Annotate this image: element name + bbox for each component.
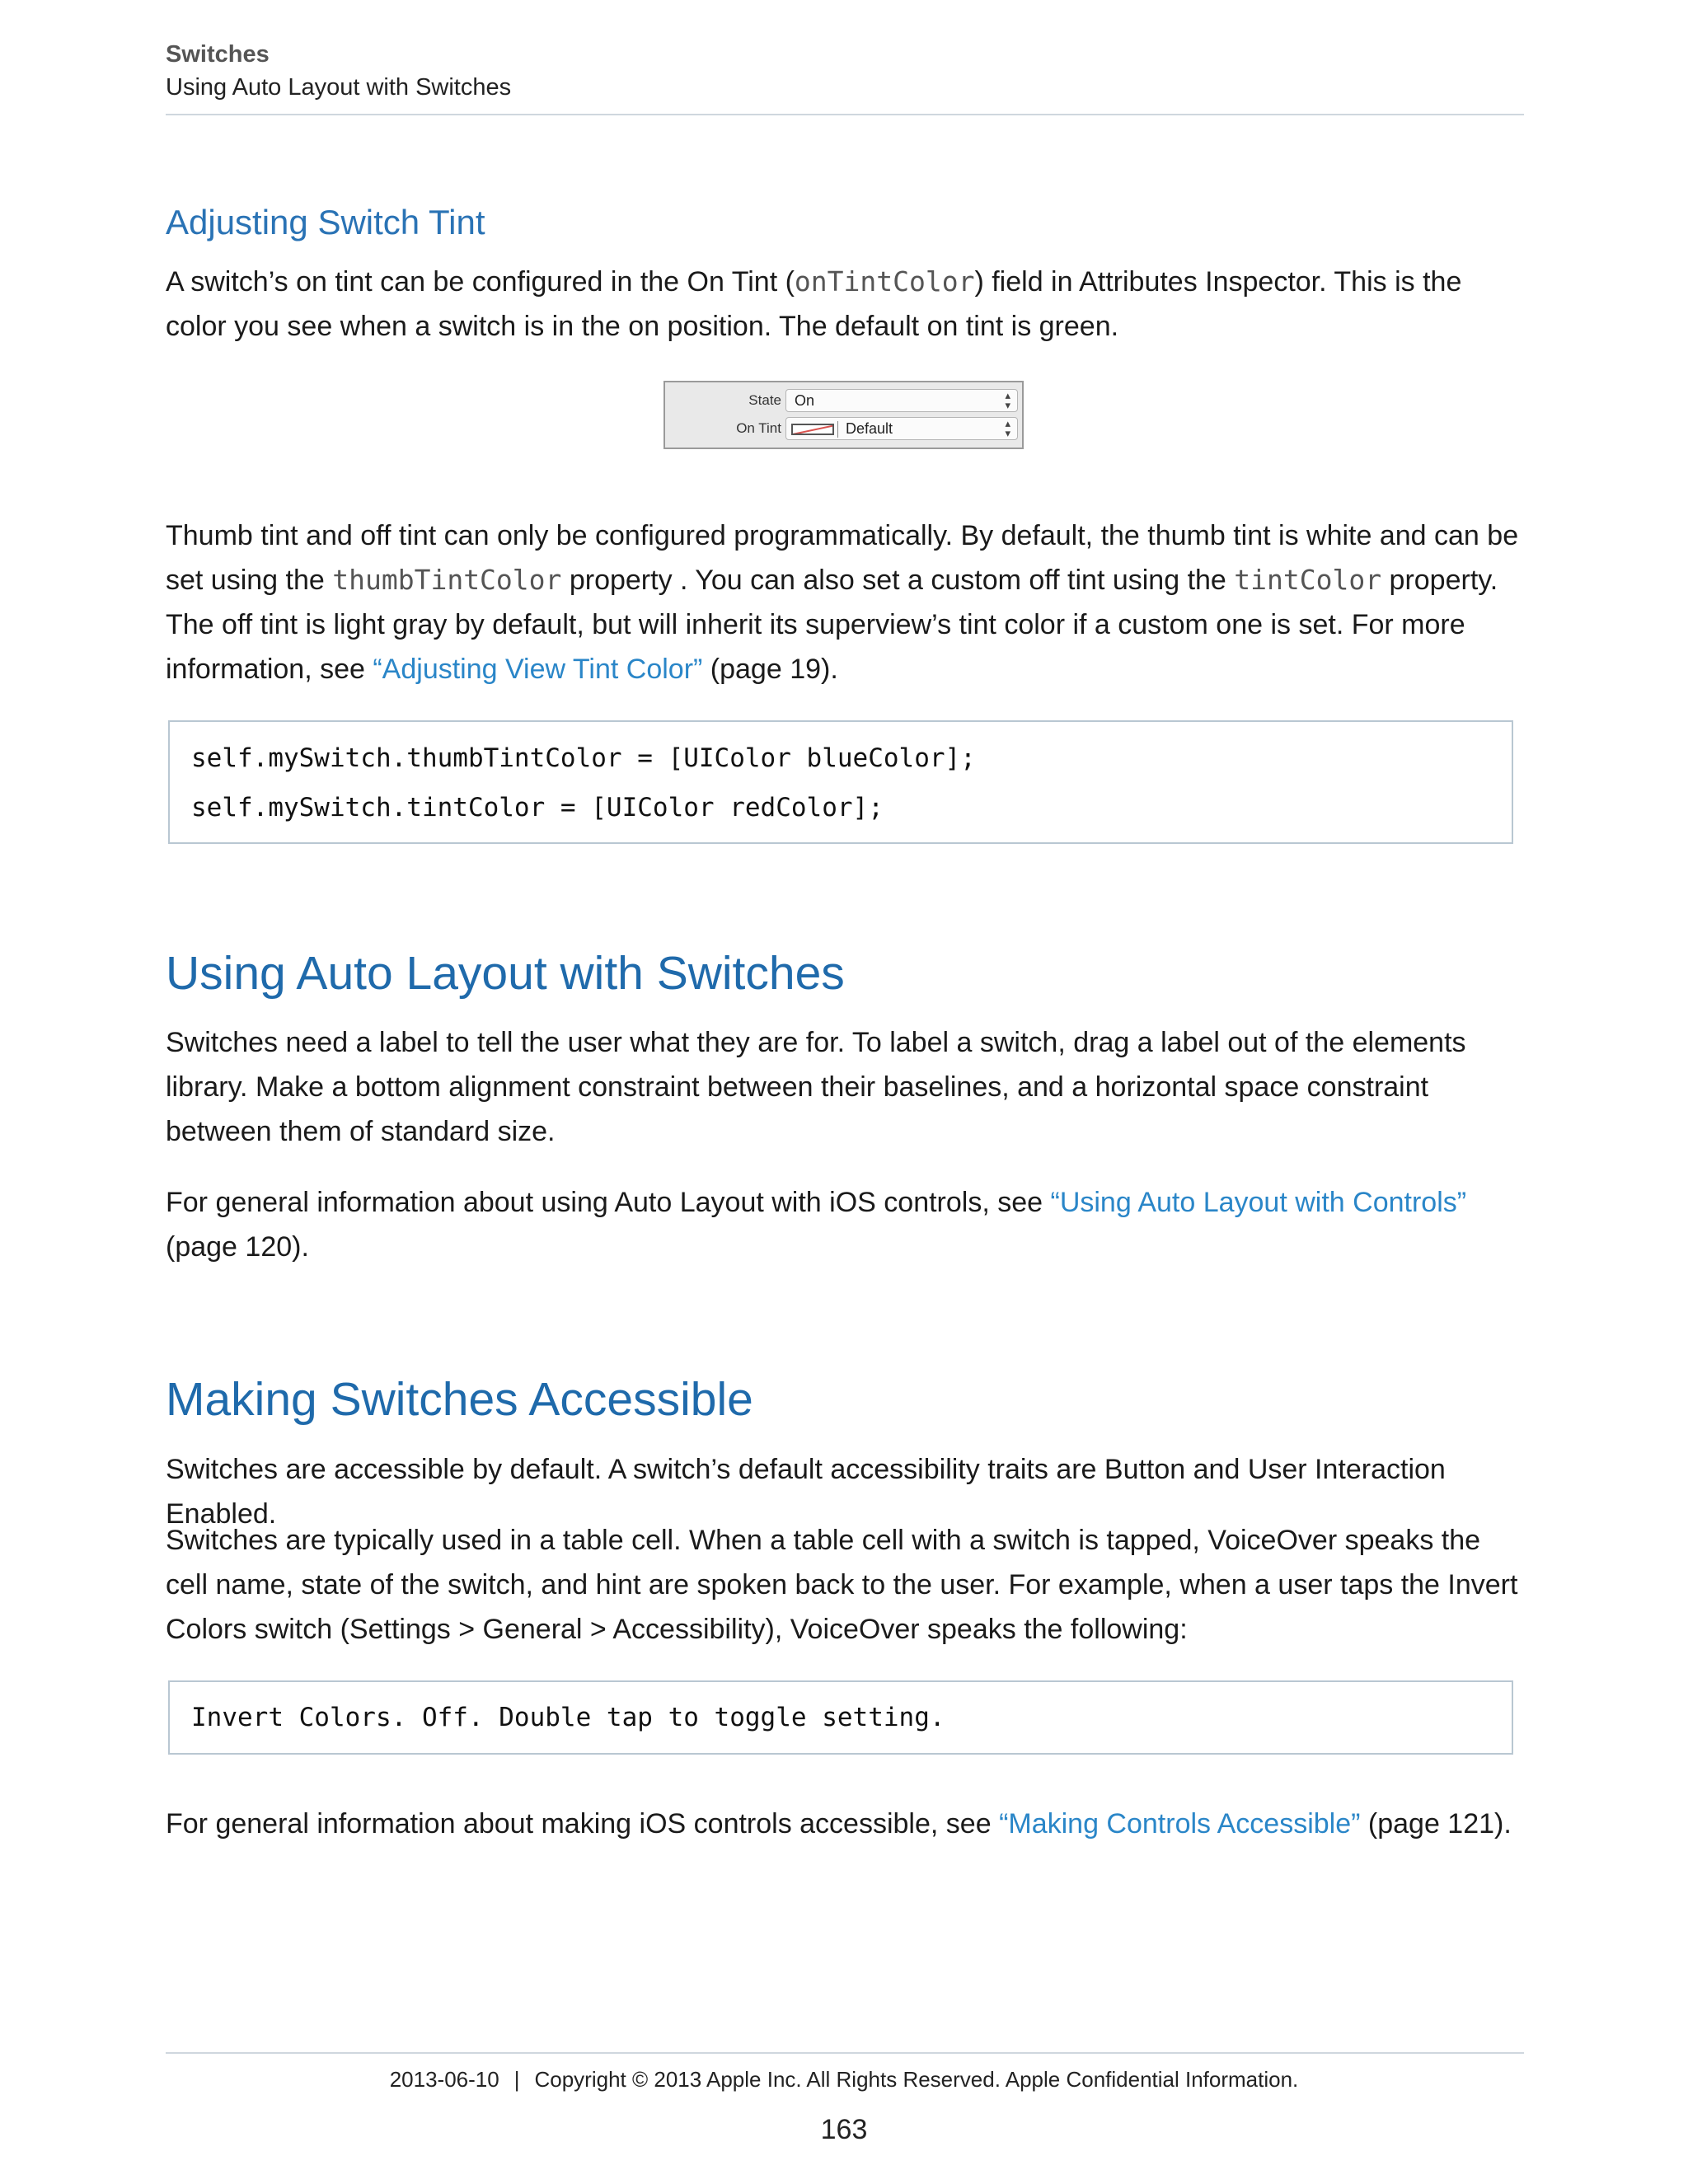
footer-copyright: Copyright © 2013 Apple Inc. All Rights Reserved. Apple Confidential Information. [534, 2067, 1299, 2092]
accessible-paragraph-2: Switches are typically used in a table cell. When a table cell with a switch is tapped, VoiceOver speaks the cell name, state of the switch, and hint are spoken back to the user. For example, when a user taps the Invert Colors switch (Settings > General > Accessibility), VoiceOver speaks the following: [166, 1525, 1518, 1645]
link-using-auto-layout-with-controls[interactable]: “Using Auto Layout with Controls” [1050, 1187, 1467, 1218]
accessible-paragraph-3 [166, 1802, 1526, 1846]
tint-p1-text: A switch’s on tint can be configured in the On Tint ( [166, 266, 795, 298]
inspector-row-on-tint [665, 417, 1025, 442]
tint-p2-text-b: property . You can also set a custom off tint using the [561, 565, 1235, 596]
tint-paragraph-1 [166, 260, 1526, 349]
autolayout-paragraph-2 [166, 1180, 1526, 1269]
color-swatch-icon [791, 424, 834, 435]
accessible-paragraph-1: Switches are accessible by default. A switch’s default accessibility traits are Button and User Interaction Enabled. [166, 1454, 1446, 1530]
accessible-p3-text-after: (page 121). [1360, 1808, 1512, 1840]
tint-p2-text-d: (page 19). [702, 654, 838, 685]
state-label: State [748, 392, 781, 408]
code-listing-voiceover [168, 1680, 1513, 1755]
heading-adjusting-switch-tint: Adjusting Switch Tint [166, 203, 485, 241]
tint-p2-text-a: Thumb tint and off tint can only be configured programmatically. By default, the thumb tint is white and can be set using the [166, 520, 1519, 596]
tint-p1-text-after: ) field in Attributes Inspector. This is the color you see when a switch is in the on position. The default on tint is green. [166, 266, 1462, 342]
on-tint-value: Default [846, 420, 893, 437]
running-header [166, 38, 1524, 104]
code-thumbtintcolor: thumbTintColor [332, 564, 562, 596]
state-value: On [795, 392, 815, 409]
code-tintcolor: tintColor [1234, 564, 1382, 596]
code-ontintcolor: onTintColor [794, 265, 975, 298]
on-tint-select[interactable] [785, 417, 1018, 440]
section-title: Using Auto Layout with Switches [166, 74, 512, 101]
code-line: self.mySwitch.tintColor = [UIColor redColor]; [191, 793, 884, 823]
tint-p2-text-c: property. The off tint is light gray by default, but will inherit its superview’s tint color if a custom one is set. For more information, see [166, 565, 1498, 685]
heading-making-switches-accessible: Making Switches Accessible [166, 1373, 753, 1426]
page-number: 163 [820, 2114, 868, 2145]
on-tint-label: On Tint [736, 420, 781, 436]
inspector-row-state [665, 389, 1025, 414]
accessible-p3-text: For general information about making iOS controls accessible, see [166, 1808, 1000, 1840]
autolayout-p2-text: For general information about using Auto Layout with iOS controls, see [166, 1187, 1051, 1218]
autolayout-paragraph-1: Switches need a label to tell the user what they are for. To label a switch, drag a label out of the elements library. Make a bottom alignment constraint between their baselines, and a horizontal space constraint between them of standard size. [166, 1027, 1466, 1147]
footer-date: 2013-06-10 [389, 2067, 499, 2092]
tint-paragraph-2 [166, 513, 1526, 691]
chapter-title: Switches [166, 41, 270, 68]
field-divider [837, 421, 838, 438]
link-adjusting-view-tint-color[interactable]: “Adjusting View Tint Color” [373, 654, 703, 685]
code-line: self.mySwitch.thumbTintColor = [UIColor blueColor]; [191, 743, 976, 773]
footer [0, 2067, 1688, 2093]
code-line: Invert Colors. Off. Double tap to toggle setting. [191, 1703, 945, 1732]
footer-rule [166, 2052, 1524, 2054]
link-making-controls-accessible[interactable]: “Making Controls Accessible” [999, 1808, 1361, 1840]
heading-using-auto-layout: Using Auto Layout with Switches [166, 947, 845, 1000]
select-arrows-icon: ▴ ▾ [1005, 417, 1010, 439]
header-rule [166, 114, 1524, 115]
select-arrows-icon: ▴ ▾ [1005, 389, 1010, 411]
autolayout-p2-text-after: (page 120). [166, 1231, 309, 1263]
footer-separator: | [513, 2067, 520, 2092]
state-select[interactable] [785, 389, 1018, 412]
attributes-inspector-figure [663, 381, 1024, 449]
code-listing-tint [168, 720, 1513, 844]
